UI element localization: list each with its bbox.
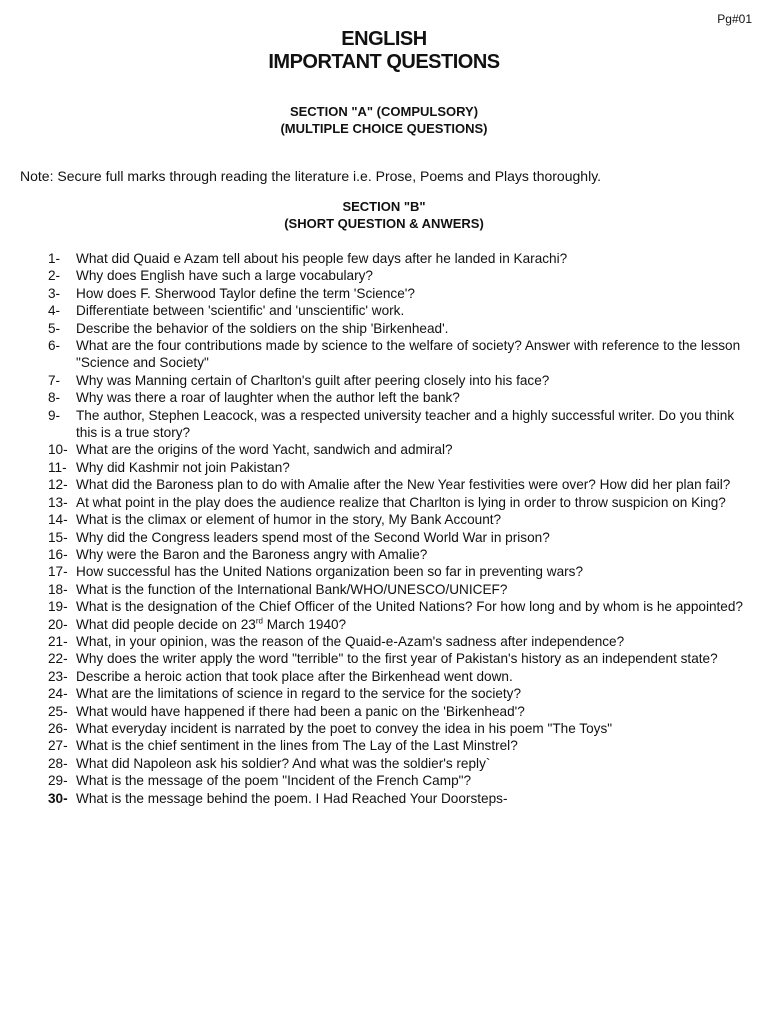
question-number: 13- (48, 494, 68, 510)
question-number: 7- (48, 372, 61, 388)
question-text-main: What is the message behind the poem. I Had Reached Your Doorsteps- (76, 790, 508, 806)
question-text (76, 337, 748, 372)
question-text-main: Why was there a roar of laughter when the author left the bank? (76, 390, 460, 406)
question-number: 20- (48, 616, 68, 632)
question-text (76, 407, 748, 442)
question-text-main: How successful has the United Nations organization been so far in preventing wars? (76, 564, 584, 580)
question-text (76, 685, 748, 702)
section-b-heading (0, 198, 768, 232)
question-item (48, 546, 748, 563)
question-text-main: Differentiate between 'scientific' and 'unscientific' work. (76, 303, 405, 319)
question-text (76, 529, 748, 546)
question-text-main: What is the designation of the Chief Officer of the United Nations? For how long and by whom is he appointed? (76, 599, 743, 615)
question-number: 16- (48, 546, 68, 562)
question-number: 22- (48, 651, 68, 667)
question-text-main: Describe a heroic action that took place after the Birkenhead went down. (76, 668, 513, 684)
question-text (76, 633, 748, 650)
question-text-main: What is the function of the International Bank/WHO/UNESCO/UNICEF? (76, 581, 508, 597)
question-text-main: The author, Stephen Leacock, was a respected university teacher and a highly successful writer. Do you think this is a true story? (76, 407, 735, 441)
question-text (76, 267, 748, 284)
question-text (76, 511, 748, 528)
question-number: 9- (48, 407, 61, 423)
question-number: 27- (48, 738, 68, 754)
question-text-main: What is the message of the poem "Incident of the French Camp"? (76, 773, 472, 789)
question-number: 19- (48, 599, 68, 615)
question-text-main: At what point in the play does the audience realize that Charlton is lying in order to throw suspicion on King? (76, 494, 726, 510)
question-item (48, 529, 748, 546)
question-text (76, 598, 748, 615)
question-text (76, 441, 748, 458)
question-number: 29- (48, 773, 68, 789)
question-text-main: Why does English have such a large vocabulary? (76, 268, 373, 284)
question-number: 1- (48, 251, 61, 266)
note-text: Note: Secure full marks through reading the literature i.e. Prose, Poems and Plays thoroughly. (20, 168, 602, 184)
question-number: 24- (48, 686, 68, 702)
question-text-main: What did people decide on 23 (76, 616, 256, 632)
question-item (48, 685, 748, 702)
question-text (76, 389, 748, 406)
question-number: 3- (48, 285, 61, 301)
question-item (48, 494, 748, 511)
question-item (48, 285, 748, 302)
question-text-main: What are the four contributions made by science to the welfare of society? Answer with reference to the lesson "Science and Society" (76, 338, 741, 371)
question-text (76, 581, 748, 598)
question-item (48, 337, 748, 372)
question-item (48, 267, 748, 284)
question-item (48, 320, 748, 337)
question-item (48, 563, 748, 580)
section-b-subtitle: (SHORT QUESTION & ANWERS) (284, 216, 484, 231)
section-a-title: SECTION "A" (COMPULSORY) (289, 104, 479, 119)
page-number: Pg#01 (717, 12, 752, 26)
question-text (76, 250, 748, 267)
question-item (48, 581, 748, 598)
question-item (48, 441, 748, 458)
question-text-main: Describe the behavior of the soldiers on the ship 'Birkenhead'. (76, 320, 449, 336)
question-item (48, 703, 748, 720)
question-text-main: What are the limitations of science in regard to the service for the society? (76, 686, 522, 702)
question-item (48, 598, 748, 615)
question-text (76, 459, 748, 476)
question-item (48, 459, 748, 476)
question-text-main: Why did Kashmir not join Pakistan? (76, 459, 290, 475)
section-a-heading (0, 103, 768, 137)
question-item (48, 616, 748, 633)
question-text (76, 476, 748, 493)
question-text (76, 320, 748, 337)
question-number: 14- (48, 512, 68, 528)
section-a-subtitle: (MULTIPLE CHOICE QUESTIONS) (280, 121, 488, 136)
question-text-main: Why did the Congress leaders spend most of the Second World War in prison? (76, 529, 550, 545)
question-text-main: What did the Baroness plan to do with Amalie after the New Year festivities were over? How did her plan fail? (76, 477, 731, 493)
question-number: 2- (48, 268, 61, 284)
question-item (48, 650, 748, 667)
question-item (48, 476, 748, 493)
question-item (48, 737, 748, 754)
question-item (48, 407, 748, 442)
question-number: 6- (48, 338, 61, 354)
question-text (76, 755, 748, 772)
question-text (76, 720, 748, 737)
question-number: 28- (48, 755, 68, 771)
question-text (76, 772, 748, 789)
question-number: 17- (48, 564, 68, 580)
question-text-main: What everyday incident is narrated by the poet to convey the idea in his poem "The Toys" (76, 720, 613, 736)
question-text-main: Why does the writer apply the word "terrible" to the first year of Pakistan's history as an independent state? (76, 651, 718, 667)
title-heading: IMPORTANT QUESTIONS (268, 51, 500, 73)
question-text (76, 285, 748, 302)
question-text-main: How does F. Sherwood Taylor define the term 'Science'? (76, 285, 415, 301)
question-number: 8- (48, 390, 61, 406)
section-b-title: SECTION "B" (342, 199, 426, 214)
question-text-main: Why was Manning certain of Charlton's guilt after peering closely into his face? (76, 372, 550, 388)
question-item (48, 511, 748, 528)
question-text-main: What is the chief sentiment in the lines from The Lay of the Last Minstrel? (76, 738, 518, 754)
question-number: 23- (48, 668, 68, 684)
question-text (76, 616, 748, 633)
ordinal-suffix: rd (255, 616, 263, 625)
question-text (76, 703, 748, 720)
question-text (76, 372, 748, 389)
question-number: 12- (48, 477, 68, 493)
question-text-main: What did Napoleon ask his soldier? And what was the soldier's reply` (76, 755, 491, 771)
question-number: 25- (48, 703, 68, 719)
question-number: 26- (48, 720, 68, 736)
question-number: 15- (48, 529, 68, 545)
question-list (48, 250, 748, 807)
question-number: 30- (48, 790, 68, 806)
question-item (48, 633, 748, 650)
question-text-main: Why were the Baron and the Baroness angry with Amalie? (76, 546, 428, 562)
question-number: 5- (48, 320, 61, 336)
question-item (48, 772, 748, 789)
question-item (48, 720, 748, 737)
question-number: 4- (48, 303, 61, 319)
question-text-main: What are the origins of the word Yacht, sandwich and admiral? (76, 442, 453, 458)
question-text-main: What did Quaid e Azam tell about his people few days after he landed in Karachi? (76, 251, 568, 266)
question-number: 21- (48, 633, 68, 649)
question-text-main: What would have happened if there had been a panic on the 'Birkenhead'? (76, 703, 525, 719)
question-item (48, 372, 748, 389)
question-item (48, 302, 748, 319)
question-text (76, 650, 748, 667)
question-item (48, 250, 748, 267)
question-text (76, 668, 748, 685)
subject-heading: ENGLISH (341, 28, 427, 50)
question-number: 11- (48, 459, 67, 475)
question-text (76, 494, 748, 511)
question-item (48, 755, 748, 772)
question-text (76, 563, 748, 580)
question-text-main: What, in your opinion, was the reason of the Quaid-e-Azam's sadness after independence? (76, 633, 625, 649)
question-item (48, 389, 748, 406)
document-title (0, 28, 768, 74)
question-item (48, 668, 748, 685)
question-text (76, 302, 748, 319)
question-text (76, 737, 748, 754)
question-text (76, 790, 748, 807)
question-text-main: What is the climax or element of humor in the story, My Bank Account? (76, 512, 502, 528)
question-number: 10- (48, 442, 68, 458)
question-text (76, 546, 748, 563)
question-item (48, 790, 748, 807)
question-number: 18- (48, 581, 68, 597)
question-text-after: March 1940? (263, 616, 347, 632)
